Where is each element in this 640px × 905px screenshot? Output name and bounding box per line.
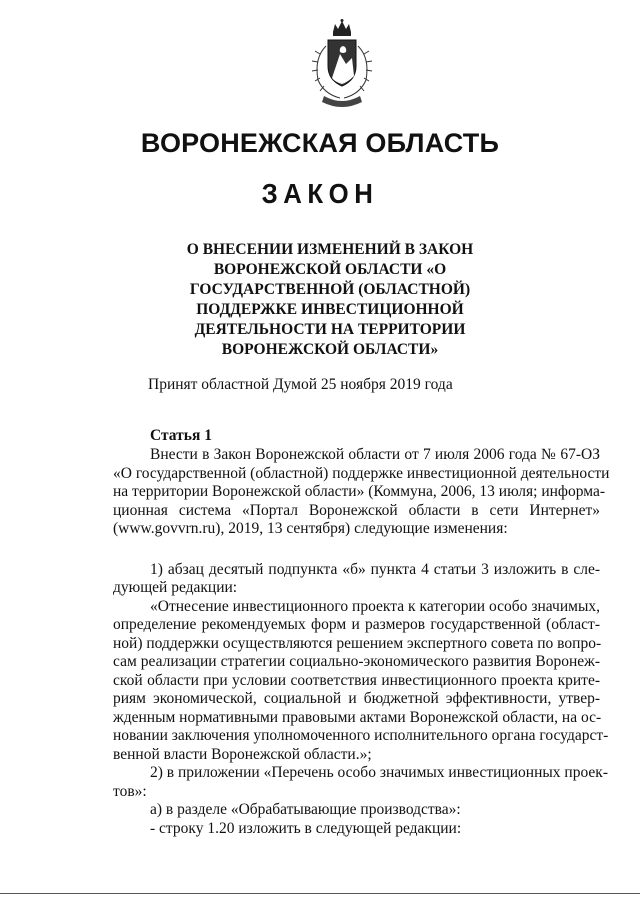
text-line: а) в разделе «Обрабатывающие производства»: (150, 801, 461, 818)
text-line: ной) поддержки осуществляются решением экспертного совета по вопро- (113, 634, 602, 652)
article-body (113, 446, 610, 838)
text-line: «Отнесение инвестиционного проекта к категории особо значимых, (150, 597, 600, 615)
crown-icon (333, 19, 351, 36)
footer-rule (0, 893, 640, 894)
title-line: ВОРОНЕЖСКОЙ ОБЛАСТИ» (221, 341, 439, 358)
text-line: определение рекомендуемых форм и размеров государственной (област- (113, 616, 600, 633)
document-type: ЗАКОН (261, 178, 379, 209)
title-line: ВОРОНЕЖСКОЙ ОБЛАСТИ «О (213, 261, 447, 278)
text-line: «О государственной (областной) поддержке инвестиционной деятельности (113, 464, 610, 482)
title-line: ГОСУДАРСТВЕННОЙ (ОБЛАСТНОЙ) (189, 281, 471, 298)
text-line: ционная система «Портал Воронежской области в сети Интернет» (113, 501, 600, 519)
text-line: - строку 1.20 изложить в следующей редакции: (150, 819, 462, 837)
law-title (150, 240, 510, 360)
region-heading: ВОРОНЕЖСКАЯ ОБЛАСТЬ (140, 128, 500, 158)
text-line: (www.govvrn.ru), 2019, 13 сентября) следующие изменения: (113, 520, 508, 537)
text-line: венной власти Воронежской области.»; (113, 745, 372, 763)
text-line: дующей редакции: (113, 579, 238, 596)
text-line: риям экономической, социальной и бюджетной эффективности, утвер- (113, 690, 600, 707)
text-line: жденным нормативными правовыми актами Воронежской области, на ос- (113, 708, 602, 726)
title-line: ДЕЯТЕЛЬНОСТИ НА ТЕРРИТОРИИ (194, 321, 466, 338)
text-line: ской области при условии соответствия инвестиционного проекта крите- (113, 671, 600, 689)
text-line: сам реализации стратегии социально-экономического развития Воронеж- (113, 653, 600, 670)
text-line: 2) в приложении «Перечень особо значимых инвестиционных проек- (150, 764, 608, 781)
text-line: Внести в Закон Воронежской области от 7 июля 2006 года № 67-ОЗ (150, 446, 600, 463)
text-line: 1) абзац десятый подпункта «б» пункта 4 статьи 3 изложить в сле- (150, 560, 600, 578)
article-heading: Статья 1 (150, 427, 212, 444)
title-line: О ВНЕСЕНИИ ИЗМЕНЕНИЙ В ЗАКОН (186, 241, 474, 258)
title-line: ПОДДЕРЖКЕ ИНВЕСТИЦИОННОЙ (196, 301, 464, 318)
text-line: тов»: (113, 782, 147, 800)
coat-of-arms-emblem (302, 18, 382, 110)
text-line: новании заключения уполномоченного исполнительного органа государст- (113, 727, 609, 744)
adoption-date: Принят областной Думой 25 ноября 2019 года (148, 376, 453, 393)
text-line: на территории Воронежской области» (Коммуна, 2006, 13 июля; информа- (113, 483, 605, 500)
